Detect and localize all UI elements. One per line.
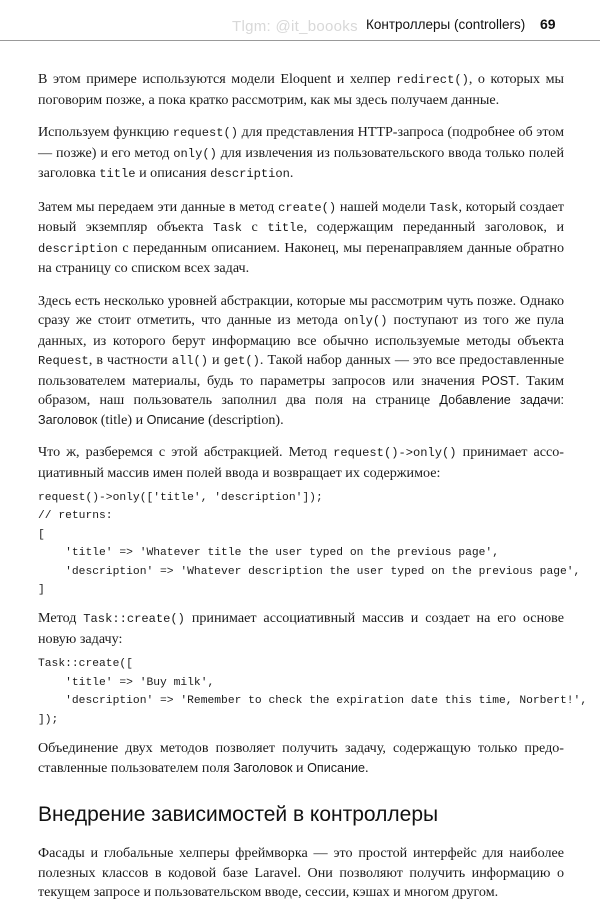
paragraph-3: Затем мы передаем эти данные в метод create() нашей модели Task, который создает новый экземпляр объекта Task с title, содержащим переданный заголовок, и description с переданным описанием. Наконец, мы перенаправляем данные обратно на страницу со списком всех задач. xyxy=(38,198,564,276)
paragraph-6: Метод Task::create() принимает ассоциативный массив и создает на его основе новую задачу: xyxy=(38,610,564,647)
page-number: 69 xyxy=(540,16,556,32)
code-block-request-only: request()->only(['title', 'description']); // returns: [ 'title' => 'Whatever title the user typed on the previous page', 'description' => 'Whatever description the user typed on the previous page', ] xyxy=(38,492,581,597)
paragraph-2: Используем функцию request() для представления HTTP-запроса (подробнее об этом — позже) и его метод only() для извлечения из пользовательского ввода только полей заголовка title и описания description. xyxy=(38,124,564,181)
section-heading: Внедрение зависимостей в контроллеры xyxy=(38,803,439,827)
page-header xyxy=(0,0,600,52)
paragraph-1: В этом примере используются модели Eloquent и хелпер redirect(), о которых мы поговорим позже, а пока кратко рассмотрим, как мы здесь получаем данные. xyxy=(38,71,564,108)
code-block-task-create: Task::create([ 'title' => 'Buy milk', 'description' => 'Remember to check the expiration date this time, Norbert!', ]); xyxy=(38,658,588,726)
paragraph-8: Фасады и глобальные хелперы фреймворка — это простой интерфейс для наиболее полезных классов в кодовой базе Laravel. Они позволяют получить информацию о текущем запросе и пользовательском вводе, сессии, кэшах и многом другом. xyxy=(38,845,564,901)
paragraph-5: Что ж, разберемся с этой абстракцией. Метод request()->only() принимает ассоциативный массив имен полей ввода и возвращает их содержимое: xyxy=(38,444,564,481)
header-divider xyxy=(0,40,600,41)
running-title: Контроллеры (controllers) xyxy=(366,17,526,32)
watermark: Tlgm: @it_boooks xyxy=(232,18,358,35)
paragraph-4: Здесь есть несколько уровней абстракции, которые мы рассмотрим чуть позже. Однако сразу же стоит отметить, что данные из метода only() поступают из того же пула данных, из которого берут информацию все обычно используемые методы объекта Request, в частности all() и get(). Такой набор данных — это все предоставленные пользователем материалы, будь то параметры запросов или значения POST. Таким образом, наш пользователь заполнил два поля на странице Добавление задачи: Заголовок (title) и Описание (description). xyxy=(38,292,564,428)
paragraph-7: Объединение двух методов позволяет получить задачу, содержащую только предоставленные пользователем поля Заголовок и Описание. xyxy=(38,740,564,776)
page-body xyxy=(38,70,588,916)
